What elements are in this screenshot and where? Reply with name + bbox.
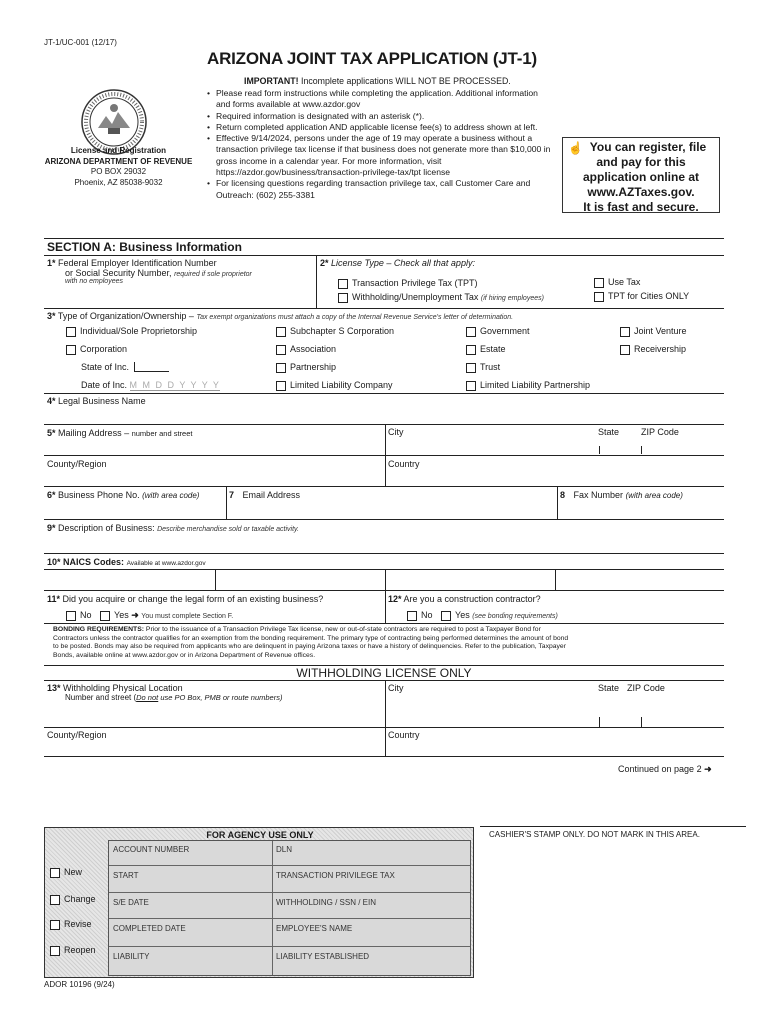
sole-prop-checkbox[interactable] [66,327,76,337]
zip-tick [641,446,642,454]
q7-number: 7 [229,490,235,500]
q10-number: 10* [47,557,61,567]
state-of-inc-label: State of Inc. [81,362,130,372]
withholding-zip-label: ZIP Code [627,683,665,693]
tpt-option[interactable] [338,278,478,289]
section-divider [44,255,724,256]
agency-reopen-checkbox [50,946,60,956]
naics-code-input-3[interactable] [388,571,552,588]
q12-yes-label: Yes [455,610,470,620]
ein-ssn-input[interactable] [60,288,312,306]
row-divider [44,486,724,487]
llp-label: Limited Liability Partnership [480,380,591,390]
agency-field: WITHHOLDING / SSN / EIN [276,898,377,907]
date-of-inc-input[interactable]: M M D D Y Y Y Y [129,380,221,390]
q12-options [407,610,558,621]
partnership-label: Partnership [290,362,337,372]
q5-note: number and street [131,429,193,438]
arrow-right-icon: ➜ [131,610,139,620]
use-tax-label: Use Tax [608,277,641,287]
important-text: Incomplete applications WILL NOT BE PROCESSED. [301,76,511,86]
instruction-item: • Effective 9/14/2024, persons under the age of 19 may operate a business without a transaction privilege tax license if that business does not generate more than $10,000 in gross income in a calendar year. For more information, visit https://azdor.gov/business/transaction-privilege-tax/tpt license [207,133,552,178]
q3-text: Type of Organization/Ownership – [57,311,194,321]
q12-label [388,594,541,604]
withholding-option[interactable] [338,292,544,303]
q1-text-2: or Social Security Number, [65,268,172,278]
corporation-option[interactable] [66,344,127,355]
mailing-county-label: County/Region [47,459,107,469]
mailing-country-input[interactable] [388,470,722,484]
agency-new-checkbox [50,868,60,878]
agency-divider [109,892,470,893]
q1-note: required if sole proprietor [174,271,252,278]
government-label: Government [480,326,530,336]
agency-header: FOR AGENCY USE ONLY [206,830,314,840]
q3-note: Tax exempt organizations must attach a copy of the Internal Revenue Service's letter of determination. [196,314,514,321]
agency-field: ACCOUNT NUMBER [113,845,190,854]
receivership-label: Receivership [634,344,687,354]
q7-text: Email Address [242,490,301,500]
q8-number: 8 [560,490,566,500]
receivership-option[interactable] [620,344,686,355]
agency-grid [108,840,471,976]
q8-label [560,490,683,500]
withholding-state-input[interactable] [600,706,638,726]
tpt-label: Transaction Privilege Tax (TPT) [352,278,478,288]
online-line-5: It is fast and secure. [583,200,699,214]
association-label: Association [290,344,337,354]
agency-field: S/E DATE [113,898,149,907]
q11-options [66,610,233,621]
q6-note: (with area code) [142,491,200,500]
agency-divider [272,841,273,975]
row-divider [44,569,724,570]
q9-number: 9* [47,523,56,533]
withholding-zip-input[interactable] [643,706,721,726]
q4-text: Legal Business Name [58,396,146,406]
q1-label [47,258,217,268]
column-divider [385,680,386,756]
important-notice [244,76,511,86]
continued-text: Continued on page 2 [618,764,702,774]
q8-note: (with area code) [625,491,683,500]
mailing-zip-label: ZIP Code [641,427,679,437]
withholding-note: (if hiring employees) [480,295,544,302]
agency-new-label: New [64,867,83,877]
tpt-cities-checkbox[interactable] [594,292,604,302]
bonding-label: BONDING REQUIREMENTS: [53,626,145,633]
naics-divider [215,569,216,590]
joint-venture-checkbox[interactable] [620,327,630,337]
q5-number: 5* [47,428,56,438]
row-divider [44,519,724,520]
receivership-checkbox[interactable] [620,345,630,355]
instructions-list [207,88,552,201]
withholding-state-label: State [598,683,620,693]
agency-field: DLN [276,845,293,854]
q9-note: Describe merchandise sold or taxable activity. [157,526,299,533]
row-divider [44,590,724,591]
q9-label [47,523,299,533]
section-a-header: SECTION A: Business Information [47,240,242,254]
llc-option[interactable] [276,380,393,391]
withholding-country-label: Country [388,730,420,740]
s-corp-option[interactable] [276,326,394,337]
q13-sub-2: use PO Box, PMB or route numbers) [158,693,283,702]
row-divider [44,424,724,425]
fax-input[interactable] [560,502,722,517]
q3-label [47,311,513,321]
withholding-street-input[interactable] [47,706,383,726]
partnership-option[interactable] [276,362,336,373]
q4-number: 4* [47,396,56,406]
tpt-cities-option[interactable] [594,291,689,302]
agency-divider [109,918,470,919]
naics-code-input-2[interactable] [218,571,382,588]
q1-label-2 [65,268,252,278]
q1-note-2: with no employees [65,278,123,285]
agency-revise-label: Revise [64,919,92,929]
q12-yes-checkbox[interactable] [441,611,451,621]
q11-no-label: No [80,610,92,620]
llp-checkbox[interactable] [466,381,476,391]
q6-number: 6* [47,490,56,500]
arrow-right-icon: ➜ [704,764,712,774]
q11-label [47,594,323,604]
cashier-stamp-note: CASHIER'S STAMP ONLY. DO NOT MARK IN THIS AREA. [489,830,700,839]
llc-checkbox[interactable] [276,381,286,391]
mailing-state-label: State [598,427,620,437]
naics-code-input-4[interactable] [558,571,722,588]
q13-label [47,683,183,693]
q4-label [47,396,146,406]
q13-number: 13* [47,683,61,693]
government-option[interactable] [466,326,530,337]
q1-text: Federal Employer Identification Number [58,258,217,268]
q11-number: 11* [47,594,61,604]
q6-label [47,490,199,500]
bonding-text-4: Bonds, available online at www.azdor.gov or in Arizona Department of Revenue offices. [53,651,316,659]
estate-label: Estate [480,344,506,354]
q11-no-checkbox[interactable] [66,611,76,621]
agency-field: START [113,871,139,880]
column-divider [316,255,317,308]
q10-label [47,557,206,567]
s-corp-checkbox[interactable] [276,327,286,337]
agency-field: TRANSACTION PRIVILEGE TAX [276,871,395,880]
q12-no-label: No [421,610,433,620]
withholding-city-input[interactable] [388,706,594,726]
instruction-item: • Return completed application AND applicable license fee(s) to address shown at left. [207,122,552,133]
address-line-3: PO BOX 29032 [90,167,147,176]
address-line-4: Phoenix, AZ 85038-9032 [74,177,163,187]
agency-field: EMPLOYEE'S NAME [276,924,353,933]
agency-divider [109,865,470,866]
date-of-inc-label: Date of Inc. [81,380,128,390]
form-footer: ADOR 10196 (9/24) [44,980,115,989]
online-line-1: You can register, file [589,140,707,154]
tpt-checkbox[interactable] [338,279,348,289]
q12-no-checkbox[interactable] [407,611,417,621]
business-phone-input[interactable] [47,502,224,517]
address-line-1: License and Registration [70,146,167,155]
joint-venture-option[interactable] [620,326,687,337]
q11-yes-checkbox[interactable] [100,611,110,621]
naics-divider [555,569,556,590]
agency-change-option [50,894,96,905]
instruction-item: • Required information is designated with an asterisk (*). [207,111,552,122]
withholding-label: Withholding/Unemployment Tax [352,292,479,302]
q11-yes-label: Yes [114,610,129,620]
q10-text: NAICS Codes: [63,557,125,567]
mailing-country-label: Country [388,459,420,469]
q3-number: 3* [47,311,56,321]
row-divider [44,756,724,757]
q11-yes-note: You must complete Section F. [141,613,234,620]
q5-label [47,428,192,438]
agency-field: COMPLETED DATE [113,924,186,933]
mailing-county-input[interactable] [47,470,383,484]
row-divider [44,308,724,309]
association-option[interactable] [276,344,336,355]
important-label: IMPORTANT! [244,76,299,86]
mailing-state-input[interactable] [600,440,638,454]
withholding-city-label: City [388,683,404,693]
tpt-cities-label: TPT for Cities ONLY [608,291,690,301]
q12-text: Are you a construction contractor? [403,594,541,604]
trust-checkbox[interactable] [466,363,476,373]
association-checkbox[interactable] [276,345,286,355]
agency-field: LIABILITY [113,952,150,961]
row-divider [44,455,724,456]
q1-number: 1* [47,258,56,268]
withholding-county-label: County/Region [47,730,107,740]
llp-option[interactable] [466,380,590,391]
online-line-3: application online at [582,170,699,184]
q13-donot: Do not [136,693,159,702]
mailing-address-block [36,146,201,188]
email-input[interactable] [229,502,555,517]
state-of-inc-input[interactable] [134,362,169,372]
q5-text: Mailing Address – [58,428,130,438]
q11-text: Did you acquire or change the legal form of an existing business? [62,594,324,604]
mailing-city-input[interactable] [388,440,594,454]
corporation-label: Corporation [80,344,128,354]
online-line-2: and pay for this [596,155,686,169]
q2-text: License Type – Check all that apply: [331,258,475,268]
q8-text: Fax Number [573,490,624,500]
online-line-4: www.AZTaxes.gov. [587,185,695,199]
continued-note [618,764,712,775]
q10-note: Available at www.azdor.gov [126,560,206,567]
government-checkbox[interactable] [466,327,476,337]
mouse-pointer-icon: ☝ [568,141,583,155]
bonding-text-2: Contractors unless the contractor qualifies for an exemption from the bonding requirement. The primary type of contracting being performed determines the amount of bond [53,634,569,642]
agency-reopen-option [50,945,96,956]
agency-reopen-label: Reopen [64,945,96,955]
agency-field: LIABILITY ESTABLISHED [276,952,370,961]
sole-prop-label: Individual/Sole Proprietorship [80,326,198,336]
section-divider [44,238,724,239]
row-divider [44,727,724,728]
corporation-checkbox[interactable] [66,345,76,355]
joint-venture-label: Joint Venture [634,326,687,336]
agency-revise-option [50,919,92,930]
cashier-divider [480,826,746,827]
business-description-input[interactable] [47,536,722,551]
q12-yes-note: (see bonding requirements) [472,613,558,620]
column-divider [557,486,558,519]
legal-business-name-input[interactable] [47,407,722,423]
bonding-text-3: to be posted. Bonds may also be required from applicants who are delinquent in paying Arizona taxes or have a history of delinquencies. Refer to the publication, Taxpayer [53,643,566,651]
agency-revise-checkbox [50,920,60,930]
q7-label [229,490,300,500]
s-corp-label: Subchapter S Corporation [290,326,395,336]
row-divider [44,393,724,394]
estate-option[interactable] [466,344,506,355]
mailing-zip-input[interactable] [643,440,721,454]
date-of-inc [81,380,220,390]
mailing-street-input[interactable] [47,440,383,454]
agency-divider [109,946,470,947]
q13-text: Withholding Physical Location [63,683,183,693]
withholding-country-input[interactable] [388,741,722,755]
naics-divider [385,569,386,590]
q12-number: 12* [388,594,402,604]
q13-sub-1: Number and street ( [65,693,137,702]
q6-text: Business Phone No. [58,490,140,500]
trust-label: Trust [480,362,501,372]
row-divider [44,623,724,624]
use-tax-checkbox[interactable] [594,278,604,288]
zip-tick [641,717,642,727]
column-divider [385,590,386,623]
agency-change-label: Change [64,894,96,904]
instruction-item: • For licensing questions regarding transaction privilege tax, call Customer Care and Outreach: (602) 255-3381 [207,178,552,201]
withholding-county-input[interactable] [47,741,383,755]
partnership-checkbox[interactable] [276,363,286,373]
online-registration-box [562,137,720,213]
withholding-checkbox[interactable] [338,293,348,303]
estate-checkbox[interactable] [466,345,476,355]
use-tax-option[interactable] [594,277,640,288]
address-line-2: ARIZONA DEPARTMENT OF REVENUE [44,156,193,166]
bonding-text-1: Prior to the issuance of a Transaction Privilege Tax license, new or out-of-state contractors are required to post a Taxpayer Bond for [145,626,541,633]
withholding-header: WITHHOLDING LICENSE ONLY [296,666,472,680]
llc-label: Limited Liability Company [290,380,393,390]
naics-code-input-1[interactable] [47,571,212,588]
sole-prop-option[interactable] [66,326,197,337]
page-title: ARIZONA JOINT TAX APPLICATION (JT-1) [207,49,537,68]
section-divider [44,680,724,681]
mailing-city-label: City [388,427,404,437]
q9-text: Description of Business: [58,523,155,533]
q13-sublabel [65,693,282,702]
column-divider [226,486,227,519]
agency-new-option [50,867,82,878]
row-divider [44,553,724,554]
bonding-requirements [53,626,718,660]
form-id: JT-1/UC-001 (12/17) [44,38,117,47]
q2-label [320,258,475,268]
trust-option[interactable] [466,362,500,373]
q2-number: 2* [320,258,329,268]
state-of-inc [81,362,169,372]
agency-change-checkbox [50,895,60,905]
instruction-item: • Please read form instructions while completing the application. Additional information and forms available at www.azdor.gov [207,88,552,111]
